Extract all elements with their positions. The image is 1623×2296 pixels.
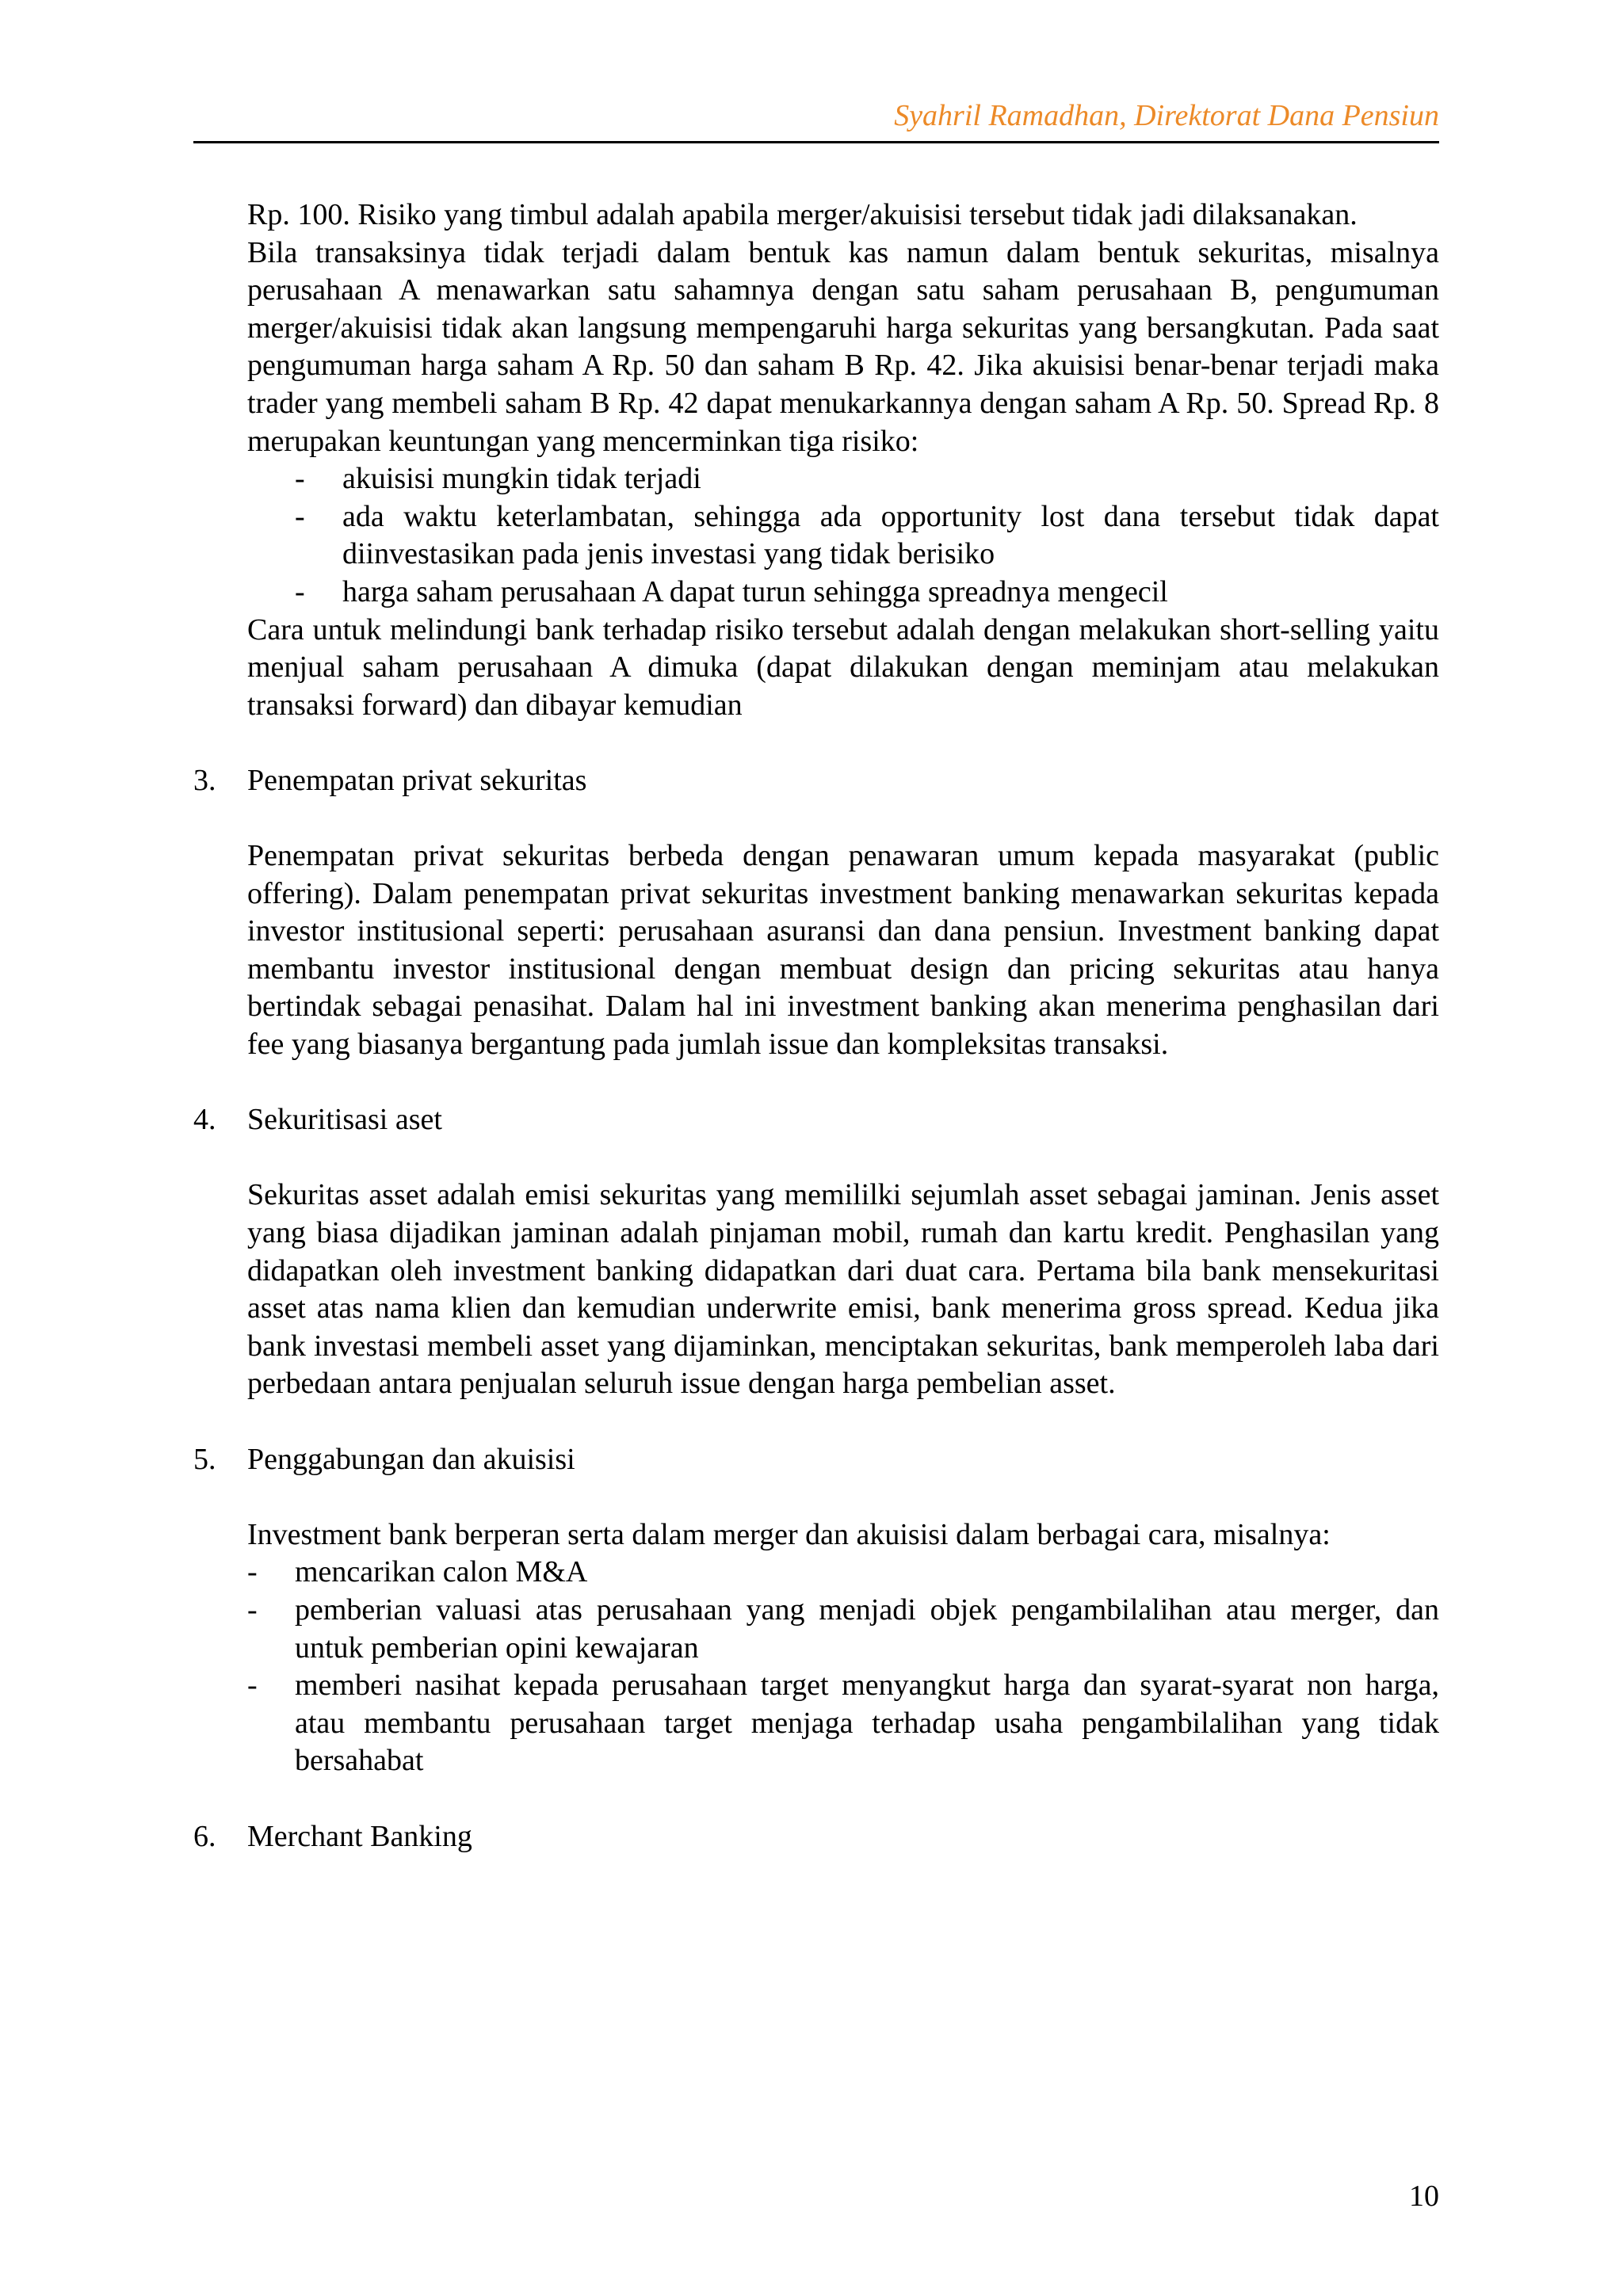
section-heading-5 — [193, 1441, 1439, 1479]
section-heading-3 — [193, 762, 1439, 800]
section-body-5: Investment bank berperan serta dalam merger dan akuisisi dalam berbagai cara, misalnya: — [247, 1517, 1331, 1551]
section-number: 3. — [193, 763, 216, 797]
section-title: Penggabungan dan akuisisi — [247, 1442, 575, 1476]
section-heading-6 — [193, 1818, 1439, 1856]
intro-paragraph-1: Rp. 100. Risiko yang timbul adalah apabila merger/akuisisi tersebut tidak jadi dilaksanakan. — [247, 198, 1358, 231]
list-item: - mencarikan calon M&A — [247, 1555, 588, 1589]
section-number: 4. — [193, 1103, 216, 1137]
section-number: 5. — [193, 1442, 216, 1476]
section-title: Sekuritisasi aset — [247, 1103, 442, 1137]
intro-paragraph-2: Bila transaksinya tidak terjadi dalam bentuk kas namun dalam bentuk sekuritas, misalnya perusahaan A menawarkan satu sahamnya dengan satu saham perusahaan B, pengumuman merger/akuisisi tidak akan langsung mempengaruhi harga sekuritas yang bersangkutan. Pada saat pengumuman harga saham A Rp. 50 dan saham B Rp. 42. Jika akuisisi benar-benar terjadi maka trader yang membeli saham B Rp. 42 dapat menukarkannya dengan saham A Rp. 50. Spread Rp. 8 merupakan keuntungan yang mencerminkan tiga risiko: — [247, 235, 1439, 458]
section-body-3: Penempatan privat sekuritas berbeda dengan penawaran umum kepada masyarakat (public offering). Dalam penempatan privat sekuritas investment banking menawarkan sekuritas kepada investor institusional seperti: perusahaan asuransi dan dana pensiun. Investment banking dapat membantu investor institusional dengan membuat design dan pricing sekuritas atau hanya bertindak sebagai penasihat. Dalam hal ini investment banking akan menerima penghasilan dari fee yang biasanya bergantung pada jumlah issue dan kompleksitas transaksi. — [247, 839, 1439, 1062]
page-number: 10 — [1409, 2180, 1439, 2213]
list-item: - memberi nasihat kepada perusahaan target menyangkut harga dan syarat-syarat non harga, atau membantu perusahaan target menjaga terhadap usaha pengambilalihan yang tidak bersahabat — [247, 1669, 1439, 1778]
section-title: Merchant Banking — [247, 1819, 472, 1853]
list-item: - pemberian valuasi atas perusahaan yang menjadi objek pengambilalihan atau merger, dan untuk pemberian opini kewajaran — [247, 1592, 1439, 1665]
intro-paragraph-3: Cara untuk melindungi bank terhadap risiko tersebut adalah dengan melakukan short-selling yaitu menjual saham perusahaan A dimuka (dapat dilakukan dengan meminjam atau melakukan transaksi forward) dan dibayar kemudian — [247, 612, 1439, 722]
list-item: - akuisisi mungkin tidak terjadi — [295, 462, 701, 496]
section-title: Penempatan privat sekuritas — [247, 763, 587, 797]
page-header — [193, 93, 1439, 143]
section-heading-4 — [193, 1101, 1439, 1139]
header-author-text: Syahril Ramadhan, Direktorat Dana Pensiun — [894, 99, 1439, 132]
section-number: 6. — [193, 1819, 216, 1853]
risk-list — [193, 460, 1439, 611]
ma-roles-list — [193, 1554, 1439, 1780]
page-content — [193, 196, 1439, 1855]
section-body-4: Sekuritas asset adalah emisi sekuritas yang memililki sejumlah asset sebagai jaminan. Jenis asset yang biasa dijadikan jaminan adalah pinjaman mobil, rumah dan kartu kredit. Penghasilan yang didapatkan oleh investment banking didapatkan dari duat cara. Pertama bila bank mensekuritasi asset atas nama klien dan kemudian underwrite emisi, bank menerima gross spread. Kedua jika bank investasi membeli asset yang dijaminkan, menciptakan sekuritas, bank memperoleh laba dari perbedaan antara penjualan seluruh issue dengan harga pembelian asset. — [247, 1178, 1439, 1401]
list-item: - harga saham perusahaan A dapat turun sehingga spreadnya mengecil — [295, 574, 1168, 608]
list-item: - ada waktu keterlambatan, sehingga ada opportunity lost dana tersebut tidak dapat diinvestasikan pada jenis investasi yang tidak berisiko — [295, 499, 1439, 571]
